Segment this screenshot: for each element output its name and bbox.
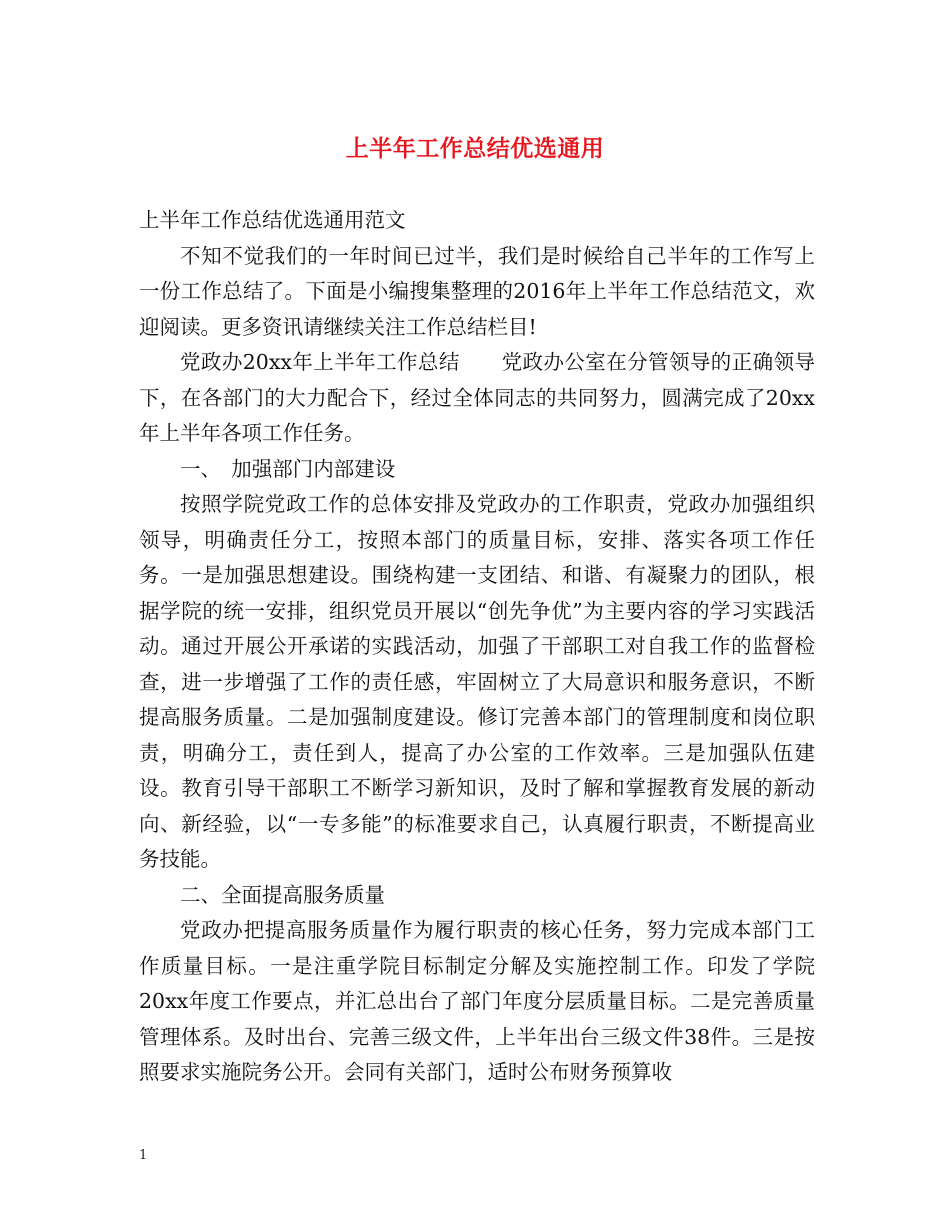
page-number: 1 [139,1148,148,1163]
section-heading-2: 二、全面提高服务质量 [180,882,385,907]
document-title: 上半年工作总结优选通用 [345,135,605,162]
section-heading-1: 一、 加强部门内部建设 [180,456,396,481]
document-subtitle: 上半年工作总结优选通用范文 [139,208,406,232]
paragraph-section-2: 党政办把提高服务质量作为履行职责的核心任务，努力完成本部门工作质量目标。一是注重学院目标制定分解及实施控制工作。印发了学院20xx年度工作要点，并汇总出台了部门年度分层质量目标。二是完善质量管理体系。及时出台、完善三级文件，上半年出台三级文件38件。三是按照要求实施院务公开。会同有关部门，适时公布财务预算收 [139,918,815,1084]
paragraph-intro: 不知不觉我们的一年时间已过半，我们是时候给自己半年的工作写上一份工作总结了。下面是小编搜集整理的2016年上半年工作总结范文，欢迎阅读。更多资讯请继续关注工作总结栏目! [139,243,815,339]
document-body [139,203,815,1091]
paragraph-summary: 党政办20xx年上半年工作总结 党政办公室在分管领导的正确领导下，在各部门的大力配合下，经过全体同志的共同努力，圆满完成了20xx年上半年各项工作任务。 [139,350,815,445]
paragraph-section-1: 按照学院党政工作的总体安排及党政办的工作职责，党政办加强组织领导，明确责任分工，按照本部门的质量目标，安排、落实各项工作任务。一是加强思想建设。围绕构建一支团结、和谐、有凝聚力的团队，根据学院的统一安排，组织党员开展以“创先争优”为主要内容的学习实践活动。通过开展公开承诺的实践活动，加强了干部职工对自我工作的监督检查，进一步增强了工作的责任感，牢固树立了大局意识和服务意识，不断提高服务质量。二是加强制度建设。修订完善本部门的管理制度和岗位职责，明确分工，责任到人，提高了办公室的工作效率。三是加强队伍建设。教育引导干部职工不断学习新知识，及时了解和掌握教育发展的新动向、新经验，以“一专多能”的标准要求自己，认真履行职责，不断提高业务技能。 [139,492,815,871]
